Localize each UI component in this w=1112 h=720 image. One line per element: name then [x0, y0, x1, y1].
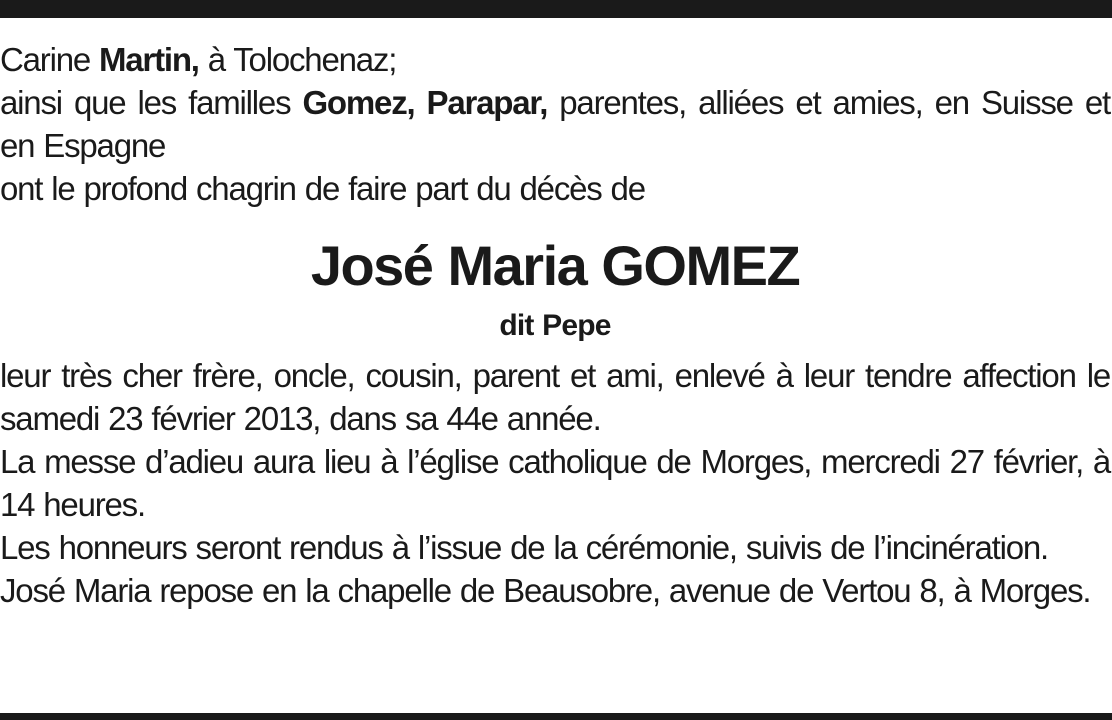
intro-first-name: Carine [0, 41, 91, 78]
intro-families-rest: parentes, alliées et amies, en Suisse et en Espagne [0, 84, 1111, 164]
body-paragraph-honours: Les honneurs seront rendus à l’issue de la cérémonie, suivis de l’incinération. [0, 529, 1048, 566]
body-paragraph-chapel: José Maria repose en la chapelle de Beausobre, avenue de Vertou 8, à Morges. [0, 572, 1091, 609]
intro-line-3: ont le profond chagrin de faire part du décès de [0, 170, 645, 207]
notice-body [0, 354, 1110, 612]
intro-surname: Martin, [98, 41, 199, 78]
intro-family-names: Gomez, Parapar, [302, 84, 548, 121]
body-paragraph-mass: La messe d’adieu aura lieu à l’église catholique de Morges, mercredi 27 février, à 14 heures. [0, 443, 1110, 523]
top-rule [0, 0, 1112, 18]
intro-line-1 [0, 38, 1110, 81]
intro-families-lead: ainsi que les familles [0, 84, 291, 121]
intro-line-2 [0, 81, 1110, 167]
body-paragraph-relation: leur très cher frère, oncle, cousin, parent et ami, enlevé à leur tendre affection le samedi 23 février 2013, dans sa 44e année. [0, 357, 1110, 437]
deceased-nickname: dit Pepe [499, 309, 611, 342]
intro-location: à Tolochenaz; [207, 41, 397, 78]
deceased-name: José Maria GOMEZ [310, 234, 800, 297]
bottom-rule [0, 713, 1112, 720]
obituary-notice [0, 38, 1110, 612]
